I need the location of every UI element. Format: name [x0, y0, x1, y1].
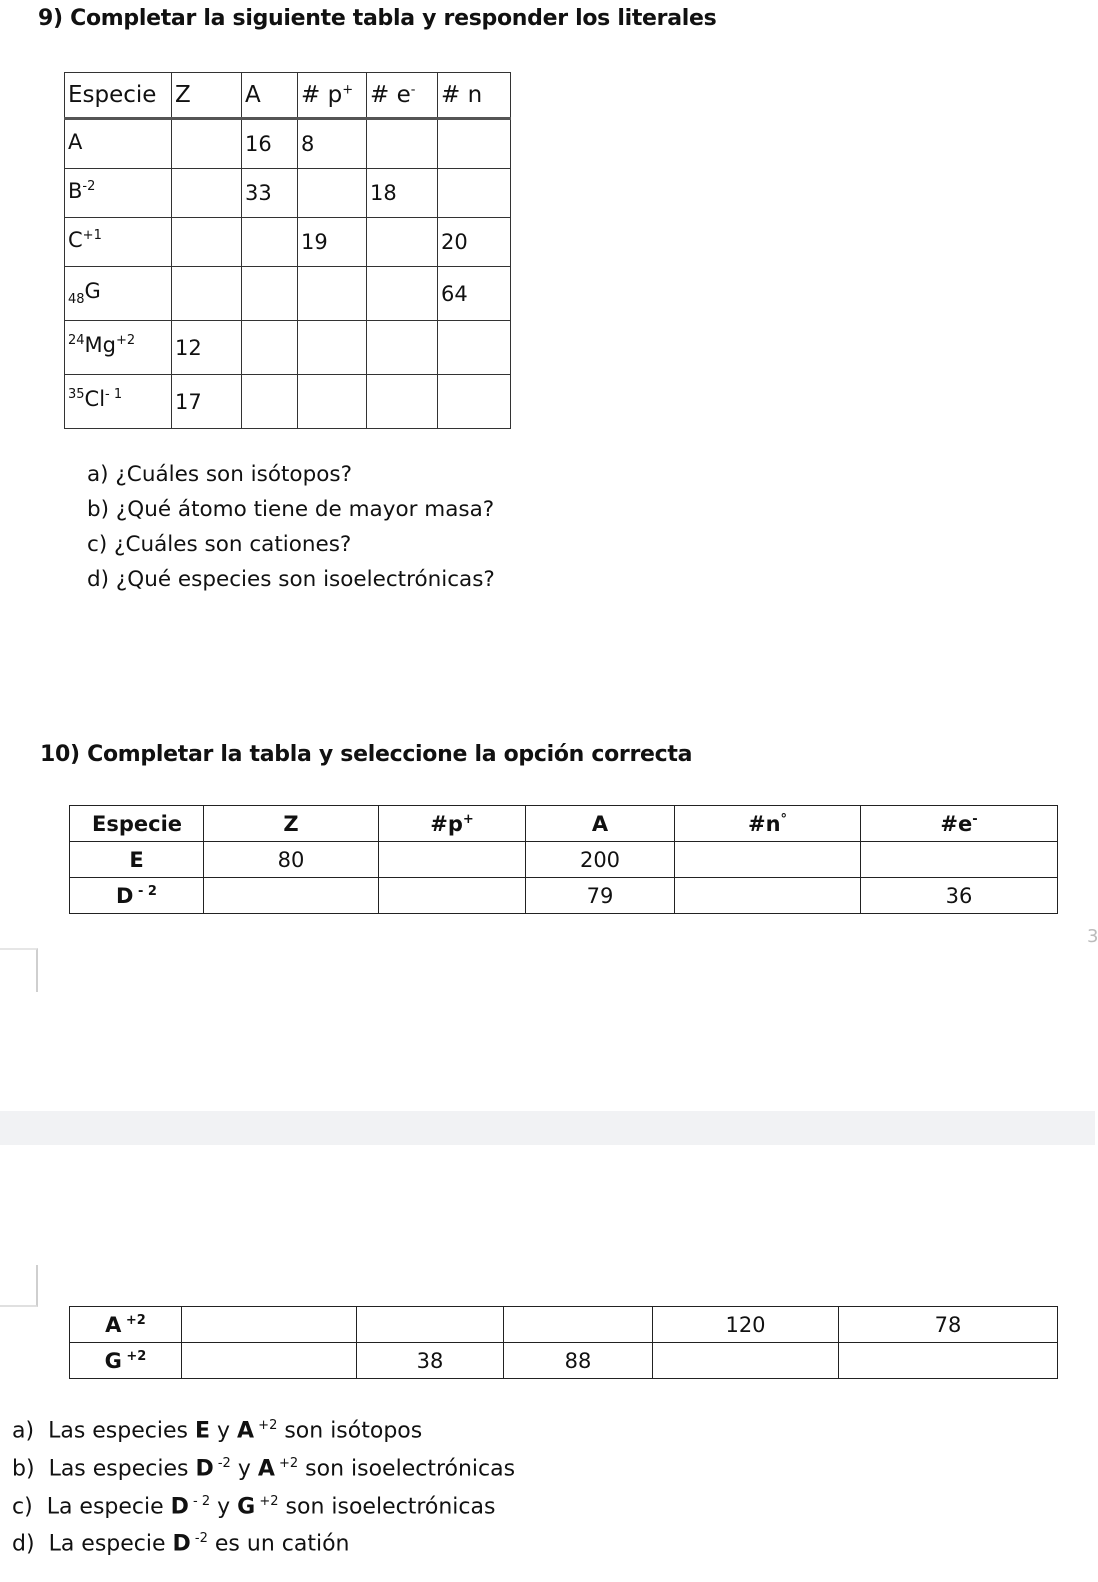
header-cell [172, 73, 242, 119]
text-label: G [84, 279, 101, 304]
literal-c: c) ¿Cuáles son cationes? [87, 532, 352, 557]
text-label: d) [12, 1531, 35, 1557]
species-cell [70, 1307, 182, 1343]
header-cell [70, 806, 204, 842]
text-label: +2 [116, 333, 136, 349]
table-row [70, 1307, 1058, 1343]
text-label: A [68, 129, 83, 154]
text-label: son isótopos [277, 1418, 423, 1444]
text-label: 80 [277, 847, 305, 872]
text-label: Z [175, 82, 191, 108]
header-cell [526, 806, 675, 842]
table-row [65, 375, 511, 429]
value-cell-p [298, 218, 367, 267]
value-cell-p [298, 321, 367, 375]
text-label: 35 [68, 387, 85, 403]
text-label: E [129, 847, 144, 872]
text-label: -2 [213, 1456, 231, 1471]
value-cell-a [242, 119, 298, 169]
species-table-q10-top [69, 805, 1058, 914]
value-cell-e [367, 169, 438, 218]
value-cell-a [242, 267, 298, 321]
value-cell-e [367, 119, 438, 169]
text-label: +1 [82, 227, 102, 243]
text-label: #e [940, 811, 973, 836]
literal-d: d) ¿Qué especies son isoelectrónicas? [87, 567, 495, 592]
value-cell-n [438, 321, 511, 375]
value-cell-n [438, 169, 511, 218]
text-label: A [237, 1418, 255, 1444]
species-cell [70, 878, 204, 914]
value-cell-a [242, 169, 298, 218]
header-cell [438, 73, 511, 119]
value-cell-z [172, 267, 242, 321]
value-cell-p [298, 267, 367, 321]
text-label: 19 [301, 230, 328, 254]
text-label: La especie [46, 1494, 171, 1520]
text-label: D [195, 1456, 214, 1482]
text-label: b) [12, 1456, 35, 1482]
value-cell-a [526, 878, 675, 914]
text-label: Mg [84, 333, 116, 358]
text-label: - 1 [105, 387, 123, 403]
text-label: +2 [254, 1418, 278, 1433]
text-label: 48 [68, 292, 85, 308]
text-label: 18 [370, 181, 397, 205]
value-cell-n [675, 878, 861, 914]
value-cell-n [675, 842, 861, 878]
text-label: # n [441, 82, 483, 108]
value-cell-a [526, 842, 675, 878]
value-cell-z [172, 169, 242, 218]
text-label: +2 [121, 1312, 146, 1328]
question-10-title: 10) Completar la tabla y seleccione la opción correcta [40, 742, 693, 767]
text-label: 20 [441, 230, 468, 254]
value-cell-a [242, 375, 298, 429]
header-cell [861, 806, 1058, 842]
value-cell-p [298, 169, 367, 218]
value-cell-z [172, 321, 242, 375]
literal-a: a) ¿Cuáles son isótopos? [87, 462, 353, 487]
value-cell-p [298, 119, 367, 169]
text-label: y [230, 1456, 258, 1482]
text-label: 200 [579, 847, 621, 872]
text-label: A [257, 1456, 275, 1482]
value-cell-a [504, 1343, 653, 1379]
text-label: 17 [175, 389, 202, 414]
question-9-title: 9) Completar la siguiente tabla y responder los literales [38, 6, 717, 31]
text-label: a) [12, 1418, 35, 1444]
text-label: Las especies [48, 1418, 195, 1444]
header-cell [379, 806, 526, 842]
text-label: 16 [245, 132, 272, 156]
text-label: Especie [92, 811, 183, 836]
value-cell-n [438, 119, 511, 169]
text-label: -2 [190, 1531, 208, 1546]
text-label: 36 [945, 883, 973, 908]
page-corner-mark [0, 948, 38, 992]
text-label: es un catión [207, 1531, 350, 1557]
species-cell [65, 169, 172, 218]
text-label: D [116, 883, 134, 908]
value-cell-z [172, 375, 242, 429]
species-cell [65, 375, 172, 429]
value-cell-e [367, 267, 438, 321]
value-cell-p [357, 1343, 504, 1379]
value-cell-e [367, 375, 438, 429]
species-cell [65, 321, 172, 375]
species-cell [65, 218, 172, 267]
header-cell [204, 806, 379, 842]
table-row [65, 218, 511, 267]
value-cell-z [172, 119, 242, 169]
text-label: #p [430, 811, 463, 836]
value-cell-a [242, 218, 298, 267]
text-label: son isoelectrónicas [298, 1456, 516, 1482]
table-row [65, 267, 511, 321]
text-label: ° [780, 811, 788, 827]
value-cell-n [438, 267, 511, 321]
table-row [65, 119, 511, 169]
value-cell-z [172, 218, 242, 267]
value-cell-z [204, 842, 379, 878]
text-label: E [194, 1418, 210, 1444]
header-cell [298, 73, 367, 119]
text-label: - 2 [188, 1494, 211, 1509]
text-label: 120 [725, 1312, 766, 1337]
text-label: D [170, 1494, 189, 1520]
header-cell [675, 806, 861, 842]
option-d [12, 1531, 350, 1556]
table-row [70, 878, 1058, 914]
text-label: #n [747, 811, 781, 836]
value-cell-n [653, 1343, 839, 1379]
text-label: B [68, 178, 83, 203]
text-label: A [591, 811, 609, 836]
text-label: 78 [934, 1312, 962, 1337]
page-corner-mark [0, 1265, 38, 1307]
text-label: + [462, 811, 474, 827]
text-label: 33 [245, 181, 272, 205]
text-label: y [210, 1494, 238, 1520]
species-cell [70, 1343, 182, 1379]
text-label: Especie [68, 82, 157, 108]
option-b [12, 1456, 515, 1481]
option-a [12, 1418, 422, 1443]
text-label: D [172, 1531, 191, 1557]
text-label: C [68, 227, 83, 252]
value-cell-p [379, 842, 526, 878]
text-label: # e [370, 82, 411, 108]
value-cell-e [839, 1307, 1058, 1343]
value-cell-e [367, 218, 438, 267]
text-label: - [410, 82, 416, 98]
table-row [70, 842, 1058, 878]
value-cell-n [438, 218, 511, 267]
text-label: 88 [564, 1348, 592, 1373]
table-header-row [65, 73, 511, 119]
text-label: son isoelectrónicas [278, 1494, 496, 1520]
value-cell-e [367, 321, 438, 375]
text-label: -2 [82, 178, 96, 194]
value-cell-a [504, 1307, 653, 1343]
text-label: 12 [175, 335, 202, 360]
species-cell [65, 267, 172, 321]
text-label: G [237, 1494, 256, 1520]
text-label: G [104, 1348, 122, 1373]
value-cell-p [357, 1307, 504, 1343]
value-cell-e [861, 878, 1058, 914]
text-label: +2 [255, 1494, 279, 1509]
text-label: +2 [274, 1456, 299, 1471]
text-label: Las especies [48, 1456, 196, 1482]
text-label: c) [12, 1494, 33, 1520]
value-cell-z [182, 1343, 357, 1379]
table-row [65, 321, 511, 375]
value-cell-z [182, 1307, 357, 1343]
text-label: # p [301, 82, 343, 108]
text-label: La especie [48, 1531, 173, 1557]
text-label: 38 [416, 1348, 444, 1373]
species-cell [65, 119, 172, 169]
page-gap [0, 1111, 1095, 1145]
text-label: 8 [301, 132, 315, 156]
table-row [65, 169, 511, 218]
text-label: 64 [441, 281, 468, 306]
text-label: Cl [84, 387, 106, 412]
value-cell-a [242, 321, 298, 375]
text-label: - [972, 811, 978, 827]
text-label: A [105, 1312, 122, 1337]
value-cell-p [298, 375, 367, 429]
edge-glyph: 3 [1087, 926, 1098, 947]
header-cell [367, 73, 438, 119]
table-row [70, 1343, 1058, 1379]
value-cell-n [653, 1307, 839, 1343]
value-cell-p [379, 878, 526, 914]
species-cell [70, 842, 204, 878]
text-label: 24 [68, 333, 85, 349]
text-label: Z [283, 811, 299, 836]
text-label: +2 [121, 1348, 147, 1364]
text-label: y [210, 1418, 238, 1444]
literal-b: b) ¿Qué átomo tiene de mayor masa? [87, 497, 495, 522]
value-cell-e [839, 1343, 1058, 1379]
text-label: A [245, 82, 261, 108]
text-label: 79 [586, 883, 614, 908]
value-cell-z [204, 878, 379, 914]
value-cell-e [861, 842, 1058, 878]
text-label: - 2 [133, 883, 157, 899]
header-cell [242, 73, 298, 119]
value-cell-n [438, 375, 511, 429]
species-table-q9 [64, 72, 511, 429]
header-cell [65, 73, 172, 119]
option-c [12, 1494, 495, 1519]
table-header-row [70, 806, 1058, 842]
species-table-q10-bottom [69, 1306, 1058, 1379]
text-label: + [342, 82, 354, 98]
